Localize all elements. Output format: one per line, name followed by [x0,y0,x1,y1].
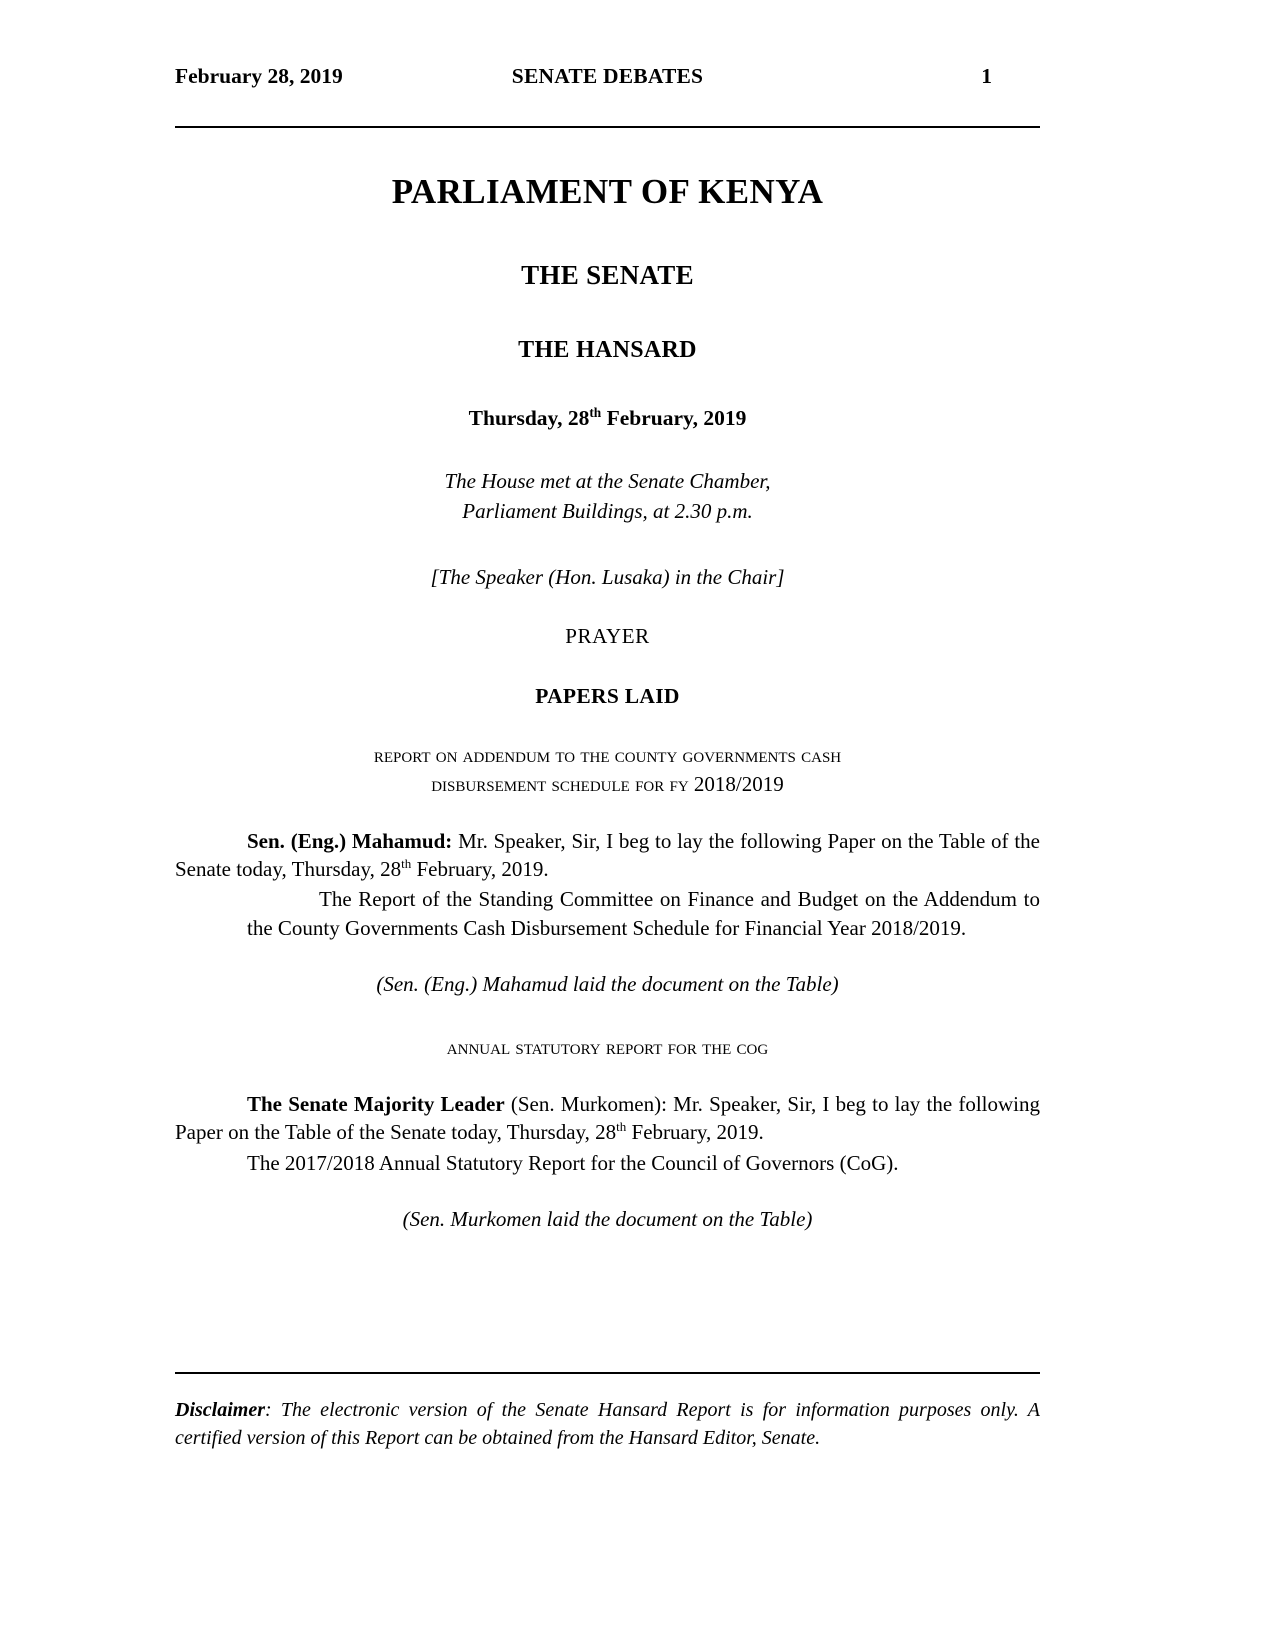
paper-description-finance-budget: The Report of the Standing Committee on Finance and Budget on the Addendum to the County Governments Cash Disbursement Schedule for Financial Year 2018/2019. [247,887,1040,940]
header-divider [175,126,1040,128]
page-footer [175,1372,1040,1453]
running-header [175,0,1040,98]
section-heading-papers-laid: PAPERS LAID [535,683,680,708]
header-page-number: 1 [981,64,992,88]
disclaimer-text: : The electronic version of the Senate Hansard Report is for information purposes only. A certified version of this Report can be obtained from the Hansard Editor, Senate. [175,1399,1040,1450]
prayer-heading: PRAYER [565,623,650,648]
page-title-publication: THE HANSARD [518,337,697,363]
sitting-date-ordinal: th [589,404,602,420]
header-date: February 28, 2019 [175,64,343,88]
subheading-annual-statutory-report: annual statutory report for the cog [446,1034,769,1059]
sitting-date-prefix: Thursday, 28 [468,406,590,430]
speech-majority-leader-ordinal: th [616,1119,627,1135]
stage-direction-mahamud: (Sen. (Eng.) Mahamud laid the document on the Table) [376,971,839,996]
speaker-attribution-murkomen: (Sen. Murkomen): [504,1091,667,1116]
disclaimer-label: Disclaimer [175,1399,265,1421]
speech-mahamud [175,827,1040,884]
house-met-note [175,467,1040,527]
house-met-line-1: The House met at the Senate Chamber, [444,469,771,493]
speech-majority-leader-text-1: Mr. Speaker, Sir, I beg to lay the following Paper on the Table of the Senate today, Thursday, 28 [175,1091,1040,1145]
page-title-parliament: PARLIAMENT OF KENYA [391,172,824,211]
footer-divider [175,1372,1040,1374]
speech-majority-leader [175,1090,1040,1147]
subheading-line-2: disbursement schedule for fy 2018/2019 [431,771,784,796]
chair-note: [The Speaker (Hon. Lusaka) in the Chair] [430,564,785,589]
disclaimer-note [175,1396,1040,1453]
sitting-date-suffix: February, 2019 [601,406,747,430]
speaker-name-mahamud: Sen. (Eng.) Mahamud: [247,828,453,853]
page-title-house: THE SENATE [521,260,694,290]
speech-mahamud-ordinal: th [401,855,412,871]
page-content [175,0,1040,1232]
stage-direction-murkomen: (Sen. Murkomen laid the document on the Table) [402,1206,813,1231]
speech-mahamud-text-1: Mr. Speaker, Sir, I beg to lay the following Paper on the Table of the Senate today, Thursday, 28 [175,828,1040,881]
speech-mahamud-text-2: February, 2019. [411,856,549,881]
speech-majority-leader-text-2: February, 2019. [626,1120,764,1145]
speaker-name-majority-leader: The Senate Majority Leader [247,1091,505,1116]
house-met-line-2: Parliament Buildings, at 2.30 p.m. [462,498,753,523]
subheading-cash-disbursement [175,741,1040,799]
subheading-line-1: report on addendum to the county governments cash [373,742,842,767]
header-title: SENATE DEBATES [511,64,704,88]
paper-description-cog: The 2017/2018 Annual Statutory Report for the Council of Governors (CoG). [247,1150,899,1175]
sitting-date [175,406,1040,431]
